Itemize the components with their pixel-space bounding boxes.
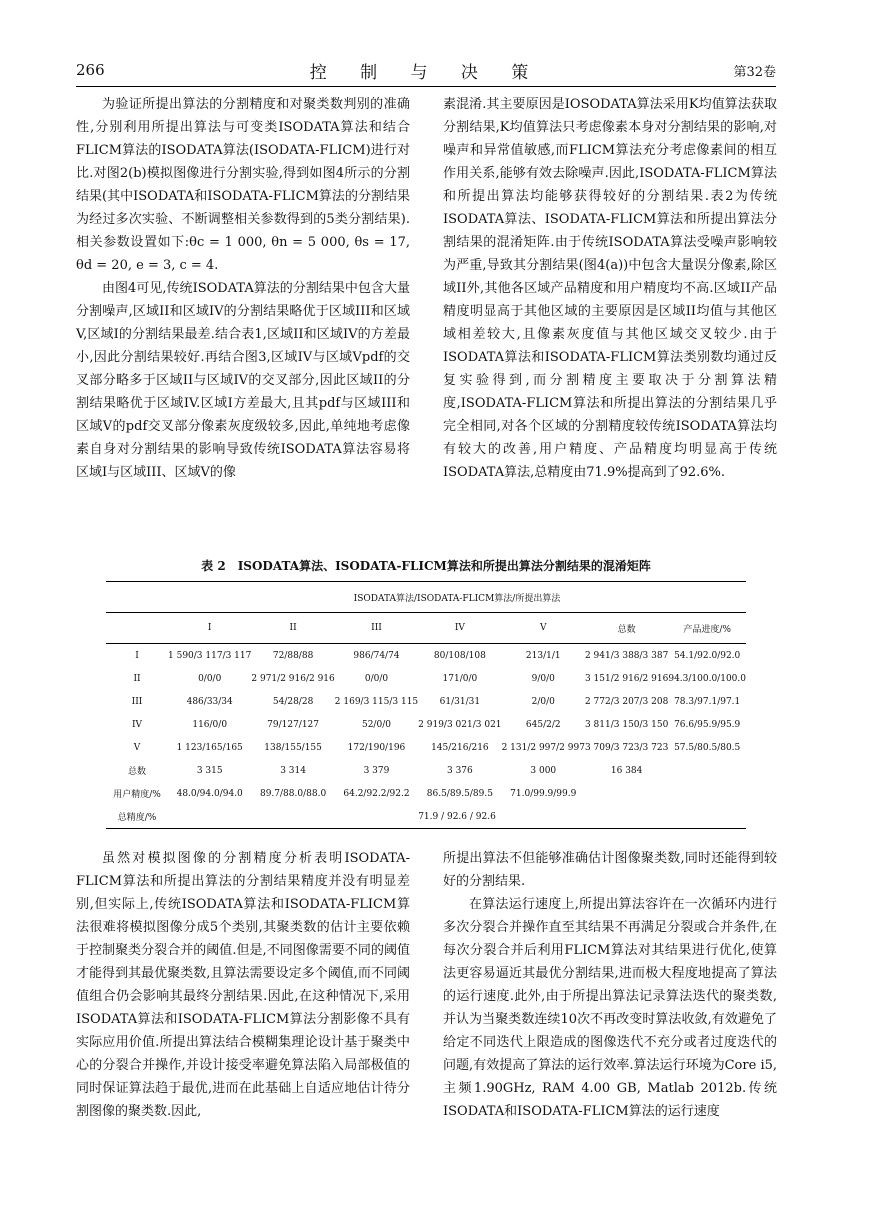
table-cell: 213/1/1 <box>525 650 561 661</box>
table-cell: 172/190/196 <box>347 742 406 753</box>
right-column-top <box>443 93 777 484</box>
table-row <box>106 690 746 713</box>
table-row-overall <box>106 805 746 829</box>
table-cell: 2 169/3 115/3 115 <box>334 696 419 707</box>
table-column-header: 总数 <box>585 613 668 644</box>
table-cell: 486/33/34 <box>186 696 233 707</box>
paragraph: 虽然对模拟图像的分割精度分析表明ISODATA-FLICM算法和所提出算法的分割结果精度并没有明显差别,但实际上,传统ISODATA算法和ISODATA-FLICM算法很难将模拟图像分成5个类别,其聚类数的估计主要依赖于控制聚类分裂合并的阈值.但是,不同图像需要不同的阈值才能得到其最优聚类数,且算法需要设定多个阈值,而不同阈值组合仍会影响其最终分割结果.因此,在这种情况下,采用ISODATA算法和ISODATA-FLICM算法分割影像不具有实际应用价值.所提出算法结合模糊集理论设计基于聚类中心的分裂合并操作,并设计接受率避免算法陷入局部极值的同时保证算法趋于最优,进而在此基础上自适应地估计待分割图像的聚类数.因此, <box>76 851 410 1119</box>
table-cell: 16 384 <box>610 765 643 776</box>
overall-accuracy-value: 71.9 / 92.6 / 92.6 <box>168 805 746 829</box>
table-cell: 79/127/127 <box>267 719 320 730</box>
table-row-label: 总精度/% <box>106 805 168 829</box>
table-cell: 3 314 <box>280 765 306 776</box>
paragraph: 由图4可见,传统ISODATA算法的分割结果中包含大量分割噪声,区域II和区域IV的分割结果略优于区域III和区域V,区域I的分割结果最差.结合表1,区域II和区域IV的方差最小,因此分割结果较好.再结合图3,区域IV与区域Vpdf的交叉部分略多于区域II与区域IV的交叉部分,因此区域II的分割结果略优于区域IV.区域I方差最大,且其pdf与区域III和区域V的pdf交叉部分像素灰度级较多,因此,单纯地考虑像素自身对分割结果的影响导致传统ISODATA算法容易将区域I与区域III、区域V的像 <box>76 281 410 480</box>
table-cell: 2 131/2 997/2 997 <box>501 742 585 753</box>
table-cell <box>668 759 746 782</box>
table-row-label: 总数 <box>127 767 146 777</box>
table-cell: 86.5/89.5/89.5 <box>426 788 493 799</box>
paragraph: 在算法运行速度上,所提出算法容许在一次循环内进行多次分裂合并操作直至其结果不再满足分裂或合并条件,在每次分裂合并后利用FLICM算法对其结果进行优化,使算法更容易逼近其最优分割结果,进而极大程度地提高了算法的运行速度.此外,由于所提出算法记录算法迭代的聚类数,并认为当聚类数连续10次不再改变时算法收敛,有效避免了给定不同迭代上限造成的图像迭代不充分或者过度迭代的问题,有效提高了算法的运行效率.算法运行环境为Core i5,主频1.90GHz, RAM 4.00 GB, Matlab 2012b.传统ISODATA和ISODATA-FLICM算法的运行速度 <box>443 897 777 1119</box>
left-column-top <box>76 93 410 484</box>
table-cell: 3 376 <box>446 765 473 776</box>
table-row <box>106 644 746 668</box>
table-row <box>106 782 746 805</box>
table-corner <box>106 613 168 644</box>
table-cell: 3 811/3 150/3 150 <box>584 719 669 730</box>
volume-label: 第32卷 <box>733 65 776 80</box>
table-row <box>106 736 746 759</box>
table-cell <box>668 782 746 805</box>
table-cell: 645/2/2 <box>525 719 561 730</box>
table-column-header: III <box>335 613 418 644</box>
page-number: 266 <box>76 61 105 79</box>
table-column-header: IV <box>418 613 501 644</box>
confusion-matrix-table <box>106 581 746 829</box>
table-cell: 80/108/108 <box>433 650 486 661</box>
table-cell: 78.3/97.1/97.1 <box>674 696 741 707</box>
table-cell: 986/74/74 <box>353 650 400 661</box>
table-cell: 2 941/3 388/3 387 <box>584 650 669 661</box>
table-cell: 2 971/2 916/2 916 <box>251 673 335 684</box>
table-cell: 76.6/95.9/95.9 <box>674 719 741 730</box>
paragraph: 所提出算法不但能够准确估计图像聚类数,同时还能得到较好的分割结果. <box>443 851 777 889</box>
table-column-header: V <box>502 613 585 644</box>
table-cell: 61/31/31 <box>439 696 481 707</box>
table-cell: 71.0/99.9/99.9 <box>510 788 577 799</box>
table-cell: 94.3/100.0/100.0 <box>668 673 746 684</box>
table-cell: 171/0/0 <box>442 673 478 684</box>
table-column-header: 产品进度/% <box>668 613 746 644</box>
table-cell: 3 379 <box>363 765 390 776</box>
table-cell: 64.2/92.2/92.2 <box>343 788 410 799</box>
table-cell: 116/0/0 <box>192 719 228 730</box>
table-cell: 52/0/0 <box>361 719 391 730</box>
header-rule <box>76 86 776 87</box>
table-cell: 57.5/80.5/80.5 <box>674 742 741 753</box>
paragraph: 为验证所提出算法的分割精度和对聚类数判别的准确性,分别利用所提出算法与可变类ISODATA算法和结合FLICM算法的ISODATA算法(ISODATA-FLICM)进行对比.对图2(b)模拟图像进行分割实验,得到如图4所示的分割结果(其中ISODATA和ISODATA-FLICM算法的分割结果为经过多次实验、不断调整相关参数得到的5类分割结果).相关参数设置如下:θc = 1 000, θn = 5 000, θs = 17, θd = 20, e = 3, c = 4. <box>76 97 410 273</box>
table-row <box>106 667 746 690</box>
table-column-header: I <box>168 613 251 644</box>
table-cell: 3 151/2 916/2 916 <box>584 673 669 684</box>
table-caption-text: ISODATA算法、ISODATA-FLICM算法和所提出算法分割结果的混淆矩阵 <box>237 559 651 573</box>
table-span-header: ISODATA算法/ISODATA-FLICM算法/所提出算法 <box>353 593 561 604</box>
table-cell <box>585 782 668 805</box>
table-cell: 54/28/28 <box>272 696 314 707</box>
table-row-label: II <box>133 673 141 684</box>
table-cell: 2 772/3 207/3 208 <box>584 696 669 707</box>
table-cell: 9/0/0 <box>531 673 555 684</box>
table-cell: 1 123/165/165 <box>176 742 243 753</box>
table-row <box>106 759 746 782</box>
left-column-bottom <box>76 847 410 1123</box>
table-cell: 1 590/3 117/3 117 <box>168 650 252 661</box>
table-row-label: V <box>133 742 141 753</box>
table-row-label: I <box>135 650 139 661</box>
right-column-bottom <box>443 847 777 1123</box>
table-cell: 2/0/0 <box>531 696 555 707</box>
journal-title: 控 制 与 决 策 <box>309 63 543 83</box>
table-number: 表 2 <box>201 559 226 573</box>
table-cell: 3 709/3 723/3 723 <box>584 742 669 753</box>
table-cell: 3 000 <box>530 765 557 776</box>
table-cell: 48.0/94.0/94.0 <box>176 788 243 799</box>
table-cell: 54.1/92.0/92.0 <box>674 650 741 661</box>
table-row-label: IV <box>131 719 143 730</box>
table-row-label: 用户精度/% <box>113 790 161 800</box>
table-cell: 0/0/0 <box>198 673 222 684</box>
table-caption <box>76 557 776 574</box>
table-cell: 0/0/0 <box>364 673 389 684</box>
paragraph: 素混淆.其主要原因是IOSODATA算法采用K均值算法获取分割结果,K均值算法只考虑像素本身对分割结果的影响,对噪声和异常值敏感,而FLICM算法充分考虑像素间的相互作用关系,能够有效去除噪声.因此,ISODATA-FLICM算法和所提出算法均能够获得较好的分割结果.表2为传统ISODATA算法、ISODATA-FLICM算法和所提出算法分割结果的混淆矩阵.由于传统ISODATA算法受噪声影响较为严重,导致其分割结果(图4(a))中包含大量误分像素,除区域II外,其他各区域产品精度和用户精度均不高.区域II产品精度明显高于其他区域的主要原因是区域II均值与其他区域相差较大,且像素灰度值与其他区域交叉较少.由于ISODATA算法和ISODATA-FLICM算法类别数均通过反复实验得到,而分割精度主要取决于分割算法精度,ISODATA-FLICM算法和所提出算法的分割结果几乎完全相同,对各个区域的分割精度较传统ISODATA算法均有较大的改善,用户精度、产品精度均明显高于传统ISODATA算法,总精度由71.9%提高到了92.6%. <box>443 97 777 480</box>
table-cell: 72/88/88 <box>272 650 314 661</box>
table-corner <box>106 582 168 613</box>
table-cell: 2 919/3 021/3 021 <box>418 719 502 730</box>
page-header <box>76 58 776 82</box>
table-row <box>106 713 746 736</box>
table-cell: 89.7/88.0/88.0 <box>259 788 327 799</box>
table-cell: 145/216/216 <box>431 742 489 753</box>
table-cell: 138/155/155 <box>264 742 322 753</box>
table-column-header: II <box>251 613 334 644</box>
table-cell: 3 315 <box>196 765 223 776</box>
table-row-label: III <box>131 696 143 707</box>
